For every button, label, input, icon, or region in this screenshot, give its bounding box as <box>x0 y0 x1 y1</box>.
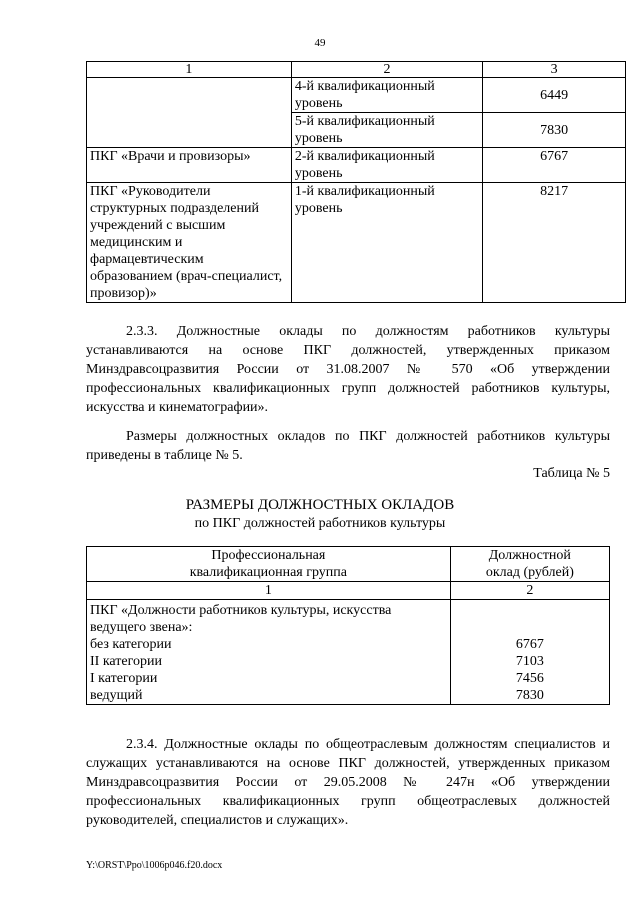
group-title: ПКГ «Должности работников культуры, искусства ведущего звена»: <box>90 603 392 635</box>
salary-value: 7456 <box>515 671 544 686</box>
header-col-3: 3 <box>483 62 626 78</box>
header-col-1: Профессиональная квалификационная группа <box>87 547 451 582</box>
qualification-salary-table <box>86 61 626 303</box>
group-cell: ПКГ «Врачи и провизоры» <box>87 148 292 183</box>
table-header-row <box>87 547 610 582</box>
level-cell: 4-й квалификационный уровень <box>291 78 482 113</box>
table-row <box>87 148 626 183</box>
table-subtitle: по ПКГ должностей работников культуры <box>194 516 446 531</box>
header-col-2: 2 <box>291 62 482 78</box>
table-row <box>87 78 626 113</box>
table-row <box>87 183 626 303</box>
table-title: РАЗМЕРЫ ДОЛЖНОСТНЫХ ОКЛАДОВ <box>185 497 455 513</box>
salary-value: 7103 <box>515 654 544 669</box>
category-label: II категории <box>90 654 162 669</box>
table-row <box>87 600 610 705</box>
paragraph-2-3-3: 2.3.3. Должностные оклады по должностям работников культуры устанавливаются на основе ПКГ должностей, утвержденных приказом Минздравсоцразвития России от 31.08.2007 № 570 «Об утверждении профессиональных квалификационных групп должностей работников культуры, искусства и кинематографии». <box>86 324 610 415</box>
group-cell <box>87 78 292 148</box>
paragraph-table-intro: Размеры должностных окладов по ПКГ должностей работников культуры приведены в таблице № 5. <box>86 429 610 463</box>
category-label: ведущий <box>90 688 143 703</box>
category-label: I категории <box>90 671 158 686</box>
salary-value: 6767 <box>515 637 544 652</box>
salary-cell: 6767 <box>483 148 626 183</box>
salary-cell: 6449 <box>483 78 626 113</box>
table-number-row <box>87 582 610 600</box>
salary-cell <box>450 600 609 705</box>
culture-salary-table <box>86 546 610 705</box>
page-number: 49 <box>314 37 326 49</box>
number-col-2: 2 <box>450 582 609 600</box>
paragraph-2-3-4: 2.3.4. Должностные оклады по общеотраслевым должностям специалистов и служащих устанавливаются на основе ПКГ должностей, утвержденных приказом Минздравсоцразвития России от 29.05.2008 № 247н «Об утверждении профессиональных квалификационных групп общеотраслевых должностей руководителей, специалистов и служащих». <box>86 737 610 828</box>
group-cell: ПКГ «Руководители структурных подразделений учреждений с высшим медицинским и фармацевтическим образованием (врач-специалист, провизор)» <box>87 183 292 303</box>
category-label: без категории <box>90 637 172 652</box>
level-cell: 2-й квалификационный уровень <box>291 148 482 183</box>
footer-file-path: Y:\ORST\Ppo\1006p046.f20.docx <box>86 860 223 871</box>
header-col-1: 1 <box>87 62 292 78</box>
table-header-row <box>87 62 626 78</box>
number-col-1: 1 <box>87 582 451 600</box>
group-cell <box>87 600 451 705</box>
level-cell: 5-й квалификационный уровень <box>291 113 482 148</box>
salary-cell: 7830 <box>483 113 626 148</box>
salary-cell: 8217 <box>483 183 626 303</box>
table-label: Таблица № 5 <box>533 466 610 481</box>
salary-value: 7830 <box>515 688 544 703</box>
level-cell: 1-й квалификационный уровень <box>291 183 482 303</box>
header-col-2: Должностной оклад (рублей) <box>450 547 609 582</box>
